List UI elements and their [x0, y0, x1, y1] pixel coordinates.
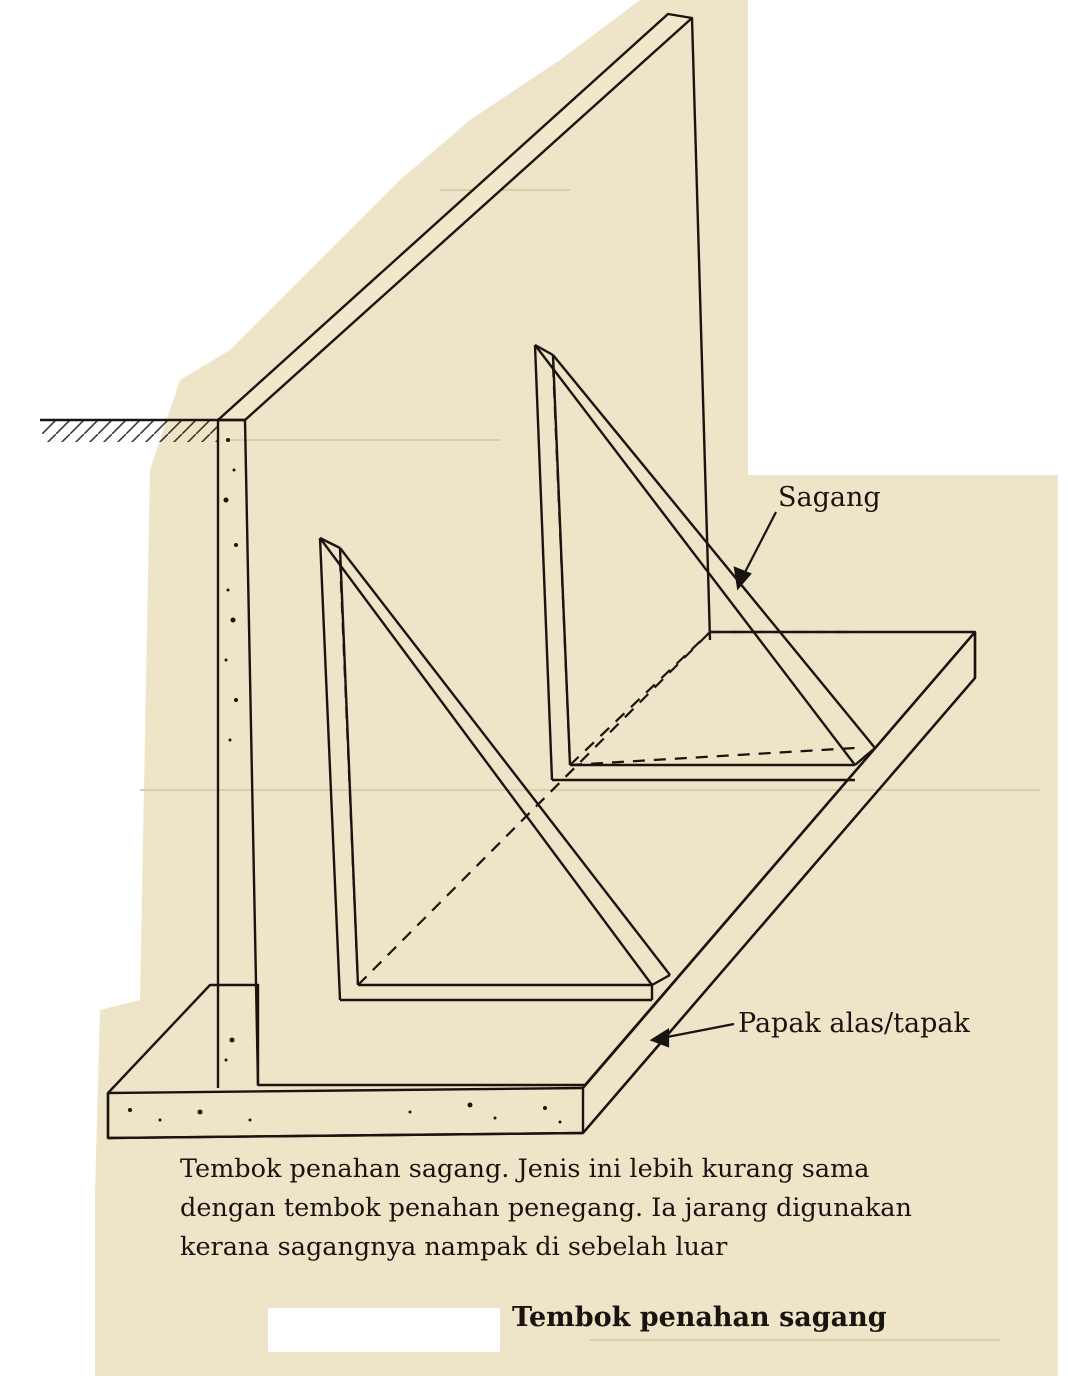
ground-surface: [40, 420, 218, 442]
caption-line: Tembok penahan sagang. Jenis ini lebih kurang sama: [180, 1154, 870, 1184]
base-slab-label: Papak alas/tapak: [738, 1008, 970, 1039]
white-patch-right: [748, 0, 1068, 475]
white-label-patch: [268, 1308, 500, 1352]
figure-title: Tembok penahan sagang: [512, 1302, 887, 1333]
caption-line: kerana sagangnya nampak di sebelah luar: [180, 1232, 728, 1262]
white-patch-bottom-left: [0, 1000, 95, 1376]
figure-caption: [180, 1150, 1040, 1267]
white-strip-right-edge: [1058, 475, 1068, 1376]
caption-line: dengan tembok penahan penegang. Ia jarang digunakan: [180, 1193, 912, 1223]
strut-label: Sagang: [778, 482, 881, 513]
